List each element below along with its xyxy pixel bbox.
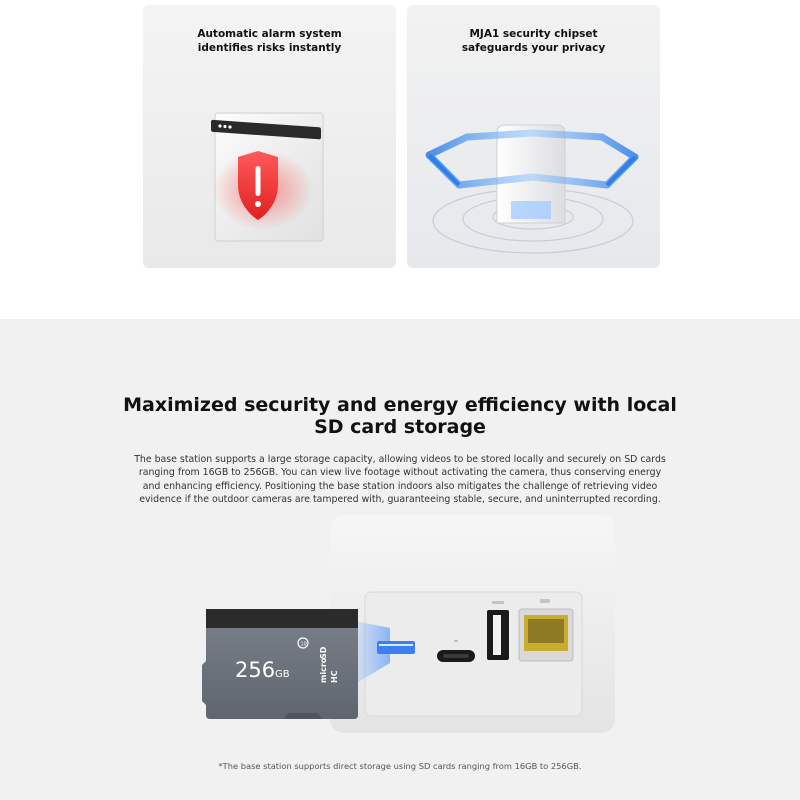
body-line: ranging from 16GB to 256GB. You can view live footage without activating the camera, thus conserving energy bbox=[138, 467, 662, 479]
feature-card-alarm bbox=[143, 5, 396, 268]
footnote: *The base station supports direct storage using SD cards ranging from 16GB to 256GB. bbox=[218, 761, 582, 771]
body-line: The base station supports a large storage capacity, allowing videos to be stored locally and securely on SD cards bbox=[134, 454, 666, 465]
body-line: evidence if the outdoor cameras are tampered with, guaranteeing stable, secure, and uninterrupted recording. bbox=[139, 494, 661, 506]
section-headline bbox=[100, 394, 700, 438]
sd-slot-icon[interactable] bbox=[377, 641, 415, 654]
product-illustration bbox=[200, 515, 620, 735]
card-title-line: identifies risks instantly bbox=[197, 42, 342, 54]
sd-brand-sub: SD bbox=[319, 646, 328, 659]
sd-brand-hc: HC bbox=[330, 670, 339, 683]
sd-unit: GB bbox=[275, 669, 290, 680]
sd-card-icon bbox=[202, 609, 358, 719]
sd-brand: micro bbox=[319, 657, 328, 683]
feature-card-chipset bbox=[407, 5, 660, 268]
sd-class-mark: 10 bbox=[300, 641, 307, 648]
card-title-line: MJA1 security chipset bbox=[469, 28, 598, 40]
headline-line: Maximized security and energy efficiency with local bbox=[123, 394, 677, 416]
card-title-line: Automatic alarm system bbox=[197, 28, 342, 40]
card-title bbox=[407, 27, 660, 55]
sd-capacity: 256 bbox=[235, 658, 276, 682]
section-body bbox=[130, 453, 670, 507]
card-title-line: safeguards your privacy bbox=[461, 42, 606, 54]
card-title bbox=[143, 27, 396, 55]
headline-line: SD card storage bbox=[314, 416, 486, 438]
body-line: and enhancing efficiency. Positioning the base station indoors also mitigates the challenge of retrieving video bbox=[142, 480, 658, 492]
